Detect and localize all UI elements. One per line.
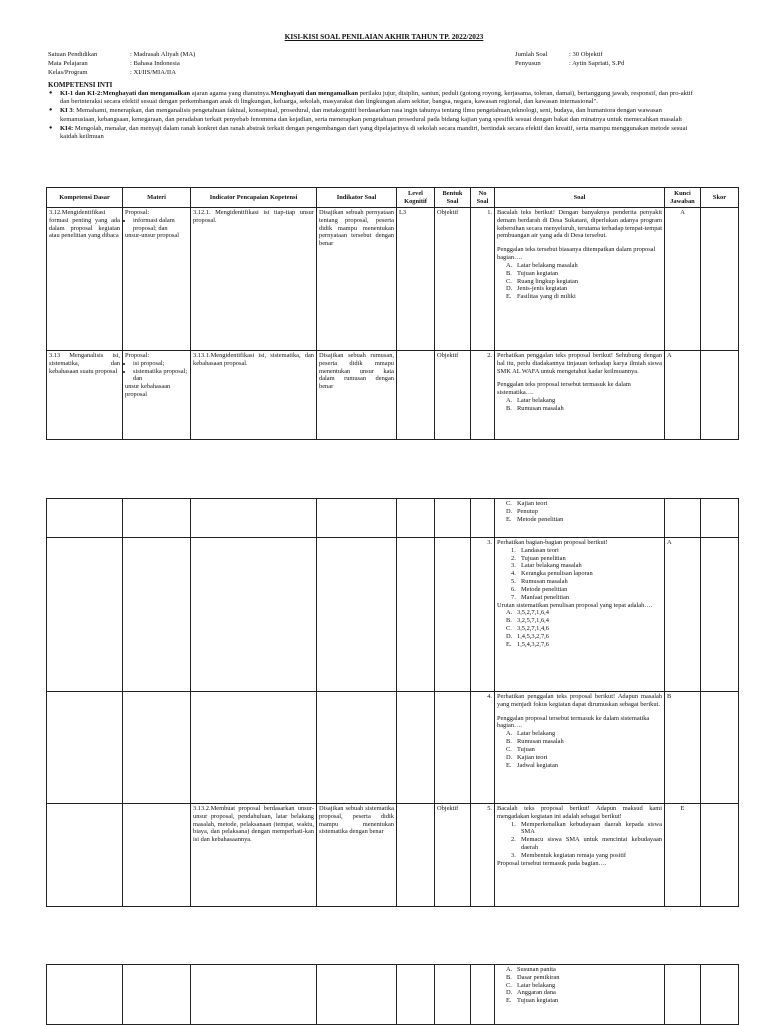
option-list xyxy=(497,609,662,648)
option-item xyxy=(506,404,662,413)
level-cell xyxy=(397,692,435,804)
table-row xyxy=(47,499,739,538)
kd-cell: 3.13 Menganalisis isi, sistematika, dan kebahasaan suatu proposal xyxy=(47,351,123,440)
ki-item xyxy=(48,125,693,141)
item-number: 3. xyxy=(511,851,516,859)
item-text: Latar belakang masalah xyxy=(521,562,582,570)
soal-stem: Bacalah teks proposal berikut! Adapun maksud kami mengadakan kegiatan ini adalah sebagai berikut! xyxy=(497,805,662,820)
option-letter: E. xyxy=(506,997,512,1005)
option-item xyxy=(506,745,662,754)
soal-question: Penggalan teks tersebut biasanya ditempatkan dalam proposal bagian…. xyxy=(497,246,656,262)
option-item xyxy=(506,507,662,516)
page-title: KISI-KISI SOAL PENILAIAN AKHIR TAHUN TP. 2022/2023 xyxy=(284,32,484,41)
table-row xyxy=(47,692,739,804)
level-cell xyxy=(397,965,435,1025)
option-item xyxy=(506,624,662,633)
option-letter: A. xyxy=(506,730,513,738)
soal-cell xyxy=(495,499,665,538)
option-text: 1,4,5,3,2,7,6 xyxy=(517,632,549,640)
option-letter: C. xyxy=(506,624,512,632)
bentuk-cell xyxy=(435,499,471,538)
meta-key: Satuan Pendidikan xyxy=(48,51,98,58)
option-letter: C. xyxy=(506,500,512,507)
materi-item: • isi proposal; xyxy=(133,360,188,368)
list-item xyxy=(511,593,662,602)
bentuk-cell xyxy=(435,692,471,804)
option-item xyxy=(506,617,662,625)
materi-list xyxy=(125,217,188,233)
option-text: 3,2,5,7,1,6,4 xyxy=(517,617,549,625)
bentuk-cell: Objektif xyxy=(435,208,471,351)
option-letter: E. xyxy=(506,293,512,301)
option-item xyxy=(506,632,662,641)
option-letter: D. xyxy=(506,285,513,293)
kd-cell xyxy=(47,804,123,907)
table-row xyxy=(47,351,739,440)
option-item xyxy=(506,500,662,508)
option-item xyxy=(506,761,662,770)
header-level: Level Kognitif xyxy=(397,188,435,208)
item-number: 4. xyxy=(511,570,516,578)
option-letter: B. xyxy=(506,404,512,412)
kd-cell xyxy=(47,538,123,692)
option-list xyxy=(497,500,662,523)
item-text: Landasan teori xyxy=(521,546,559,554)
kunci-cell: A xyxy=(665,538,701,692)
option-letter: B. xyxy=(506,738,512,746)
kunci-cell: E xyxy=(665,804,701,907)
materi-intro: Proposal: xyxy=(125,209,150,216)
level-cell: L3 xyxy=(397,208,435,351)
level-cell xyxy=(397,804,435,907)
bentuk-cell: Objektif xyxy=(435,351,471,440)
option-letter: A. xyxy=(506,966,513,973)
table-row xyxy=(47,208,739,351)
meta-key: Kelas/Program xyxy=(48,69,88,76)
level-cell xyxy=(397,538,435,692)
ki-label: KI4: xyxy=(60,124,74,132)
item-text: Tujuan penelitian xyxy=(521,554,566,562)
option-letter: B. xyxy=(506,617,512,625)
option-list xyxy=(497,262,662,301)
header-materi: Materi xyxy=(123,188,191,208)
item-text: Kerangka penulisan laporan xyxy=(521,570,593,578)
header-skor: Skor xyxy=(701,188,739,208)
item-text: Memperkenalkan kebudayaan daerah kepada siswa SMA xyxy=(521,820,662,836)
option-text: 3,5,2,7,1,6,4 xyxy=(517,609,549,617)
header-bentuk: Bentuk Soal xyxy=(435,188,471,208)
option-text: Ruang lingkup kegiatan xyxy=(517,277,579,285)
kd-cell xyxy=(47,499,123,538)
option-text: Anggaran dana xyxy=(517,989,556,997)
option-text: Latar belakang xyxy=(517,730,556,738)
option-letter: A. xyxy=(506,609,513,617)
materi-item: • sistematika proposal; dan xyxy=(133,368,188,384)
ki-bold: Menghayati dan mengamalkan xyxy=(270,90,358,97)
option-item xyxy=(506,609,662,617)
list-item xyxy=(511,836,662,852)
option-text: Rumusan masalah xyxy=(517,404,564,412)
soal-question: Proposal tersebut termasuk pada bagian…. xyxy=(497,859,607,867)
item-list xyxy=(497,547,662,602)
option-letter: B. xyxy=(506,269,512,277)
option-item xyxy=(506,973,662,982)
item-number: 2. xyxy=(511,554,516,562)
ki-text: Mengolah, menalar, dan menyaji dalam ranah konkret dan ranah abstrak terkait dengan pengembangan dari yang dipelajarinya di sekolah secara mandiri, bertindak secara efektif dan kreatif, serta mampu menggunakan metode sesuai kaidah keilmuan xyxy=(60,124,688,141)
ipk-cell xyxy=(191,499,317,538)
header-ipk: Indicator Pencapaian Kopetensi xyxy=(191,188,317,208)
no-cell: 4. xyxy=(471,692,495,804)
item-number: 1. xyxy=(511,820,516,828)
ki-item xyxy=(48,107,693,123)
soal-question: Urutan sistematikan penulisan proposal yang tepat adalah…. xyxy=(497,601,653,609)
ki-label: KI 3 xyxy=(60,107,73,115)
indikator-cell xyxy=(317,499,397,538)
ipk-cell xyxy=(191,692,317,804)
option-letter: E. xyxy=(506,515,512,523)
option-text: Jadwal kegiatan xyxy=(517,761,558,769)
materi-cell xyxy=(123,351,191,440)
option-item xyxy=(506,515,662,524)
option-item xyxy=(506,285,662,293)
option-text: Tujuan kegiatan xyxy=(517,269,559,277)
header-no: No Soal xyxy=(471,188,495,208)
option-text: Rumusan masalah xyxy=(517,738,564,746)
meta-key: Jumlah Soal xyxy=(515,51,548,58)
item-list xyxy=(497,821,662,860)
meta-row xyxy=(515,60,624,69)
soal-cell xyxy=(495,965,665,1025)
item-text: Membentuk kegiatan remaja yang positif xyxy=(521,851,627,859)
option-letter: E. xyxy=(506,640,512,648)
option-letter: A. xyxy=(506,261,513,269)
indikator-cell xyxy=(317,538,397,692)
skor-cell xyxy=(701,692,739,804)
materi-cell xyxy=(123,965,191,1025)
meta-row xyxy=(515,51,624,60)
meta-row xyxy=(48,60,195,69)
option-item xyxy=(506,730,662,738)
kunci-cell: A xyxy=(665,208,701,351)
kunci-cell xyxy=(665,965,701,1025)
option-text: Latar belakang xyxy=(517,981,556,989)
materi-tail: unsur kebahasaan proposal xyxy=(125,383,171,399)
option-item xyxy=(506,269,662,278)
option-item xyxy=(506,261,662,270)
option-text: Susunan panita xyxy=(517,966,556,973)
option-text: Fasilitas yang di miliki xyxy=(517,293,576,301)
meta-value: : Bahasa Indonesia xyxy=(130,60,180,67)
soal-cell xyxy=(495,208,665,351)
option-text: Tujuan xyxy=(517,745,535,753)
item-text: Rumusan masalah xyxy=(521,578,568,586)
item-number: 1. xyxy=(511,546,516,554)
soal-stem: Perhatikan penggalan teks proposal berikut! Sehubung dengan hal itu, perlu diadakannya tinjauan terhadap karya ilmiah siswa SMK AL WAFA untuk mengetahui kadar keilmuannya. xyxy=(497,352,662,375)
ki-item xyxy=(48,90,693,106)
option-letter: D. xyxy=(506,507,513,515)
list-item xyxy=(511,851,662,860)
soal-cell xyxy=(495,804,665,907)
soal-cell xyxy=(495,351,665,440)
indikator-cell: Disajikan sebuah sistematika proposal, peserta didik mampu menentukan sistematika dengan benar xyxy=(317,804,397,907)
option-item xyxy=(506,397,662,405)
option-text: Latar belakang xyxy=(517,397,556,405)
meta-right xyxy=(515,51,624,69)
list-item xyxy=(511,820,662,837)
indikator-cell: Disajikan sebuah pernyataan tentang proposal, peserta didik mampu menentukan pernyataan tersebut dengan benar xyxy=(317,208,397,351)
item-number: 5. xyxy=(511,578,516,586)
option-item xyxy=(506,293,662,301)
soal-question: Penggalan teks proposal tersebut termasuk ke dalam sistematika…. xyxy=(497,381,631,397)
materi-intro: Proposal: xyxy=(125,352,150,359)
skor-cell xyxy=(701,351,739,440)
kunci-cell xyxy=(665,499,701,538)
option-list xyxy=(497,730,662,769)
header-kunci: Kunci Jawaban xyxy=(665,188,701,208)
header-indikator: Indikator Soal xyxy=(317,188,397,208)
materi-cell xyxy=(123,804,191,907)
list-item xyxy=(511,578,662,586)
option-letter: E. xyxy=(506,761,512,769)
kisi-table-part-2 xyxy=(46,498,739,907)
ki-text: : Memahami, menerapkan, dan menganalisis pengetahuan faktual, konseptual, prosedural, dan metakognitif berdasarkan rasa ingin tahunya tentang ilmu pengetahuan,teknologi, seni, budaya, dan humaniora dengan wawasan kemanusiaan, kebangsaan, kenegaraan, dan peradaban terkait penyebab fenomena dan kejadian, serta menerapkan pengetahuan prosedural pada bidang kajian yang spesifik sesuai dengan bakat dan minatnya untuk memecahkan masalah xyxy=(60,107,682,123)
kunci-cell: B xyxy=(665,692,701,804)
table-row xyxy=(47,804,739,907)
ki-label: KI-1 dan KI-2: xyxy=(60,90,103,97)
no-cell: 3. xyxy=(471,538,495,692)
indikator-cell: Disajikan sebuah rumusan, peserta didik mmapu menentukan unsur kata dalam rumusan dengan benar xyxy=(317,351,397,440)
materi-list xyxy=(125,360,188,383)
option-text: Tujuan kegiatan xyxy=(517,997,559,1005)
option-item xyxy=(506,989,662,997)
ki-heading: KOMPETENSI INTI xyxy=(48,81,113,89)
skor-cell xyxy=(701,499,739,538)
option-letter: D. xyxy=(506,632,513,640)
option-letter: D. xyxy=(506,753,513,761)
item-text: Manfaat penelitian xyxy=(521,593,570,601)
list-item xyxy=(511,546,662,555)
no-cell: 1. xyxy=(471,208,495,351)
option-text: 1,5,4,3,2,7,6 xyxy=(517,640,549,648)
ipk-cell: 3.12.1. Mengidentifikasi isi tiap-tiap unsur proposal. xyxy=(191,208,317,351)
item-number: 2. xyxy=(511,836,516,844)
option-letter: C. xyxy=(506,981,512,989)
option-letter: B. xyxy=(506,973,512,981)
soal-stem: Bacalah teks berikut! Dengan banyaknya penderita penyakit demam berdarah di Desa Sukatani, diperlukan adanya program kebersihan secara menyeluruh, terutama terhadap tempat-tempat pembuangan air yang ada di Desa tersebut. xyxy=(497,209,663,240)
bentuk-cell: Objektif xyxy=(435,804,471,907)
option-item xyxy=(506,966,662,974)
ki-text: ajaran agama yang dianutnya. xyxy=(190,90,271,97)
option-item xyxy=(506,981,662,990)
ipk-cell xyxy=(191,965,317,1025)
item-number: 7. xyxy=(511,593,516,601)
option-text: Kajian teori xyxy=(517,753,548,761)
meta-row xyxy=(48,51,195,60)
option-item xyxy=(506,640,662,649)
ki-list xyxy=(48,90,693,142)
ki-bold: Menghayati dan mengamalkan xyxy=(102,90,191,97)
option-letter: A. xyxy=(506,397,513,405)
kisi-table-part-3 xyxy=(46,964,739,1025)
bentuk-cell xyxy=(435,538,471,692)
option-text: Kajian teori xyxy=(517,500,548,507)
option-item xyxy=(506,277,662,286)
option-list xyxy=(497,397,662,413)
soal-cell xyxy=(495,538,665,692)
header-kd: Kompetensi Dasar xyxy=(47,188,123,208)
indikator-cell xyxy=(317,965,397,1025)
soal-stem: Perhatikan bagian-bagian proposal berikut! xyxy=(497,539,608,546)
no-cell: 5. xyxy=(471,804,495,907)
materi-item: • informasi dalam proposal; dan xyxy=(133,217,188,233)
meta-row xyxy=(48,69,195,78)
kd-cell xyxy=(47,692,123,804)
option-item xyxy=(506,738,662,746)
ipk-cell: 3.13.2.Membuat proposal berdasarkan unsur-unsur proposal, pendahuluan, latar belakang masalah, metode, pelaksanaan (tempat, waktu, biaya, dan pelaksana) dengan memperhati-kan isi dan kebahasaannya. xyxy=(191,804,317,907)
header-soal: Soal xyxy=(495,188,665,208)
kd-cell xyxy=(47,965,123,1025)
option-list xyxy=(497,966,662,1005)
option-text: Penutup xyxy=(517,507,538,515)
option-item xyxy=(506,753,662,762)
ipk-cell xyxy=(191,538,317,692)
item-number: 3. xyxy=(511,562,516,570)
meta-value: : XI/IIS/MIA/IIA xyxy=(130,69,176,76)
table-row xyxy=(47,965,739,1025)
no-cell xyxy=(471,499,495,538)
meta-key: Penyusun xyxy=(515,60,541,67)
skor-cell xyxy=(701,804,739,907)
meta-value: : Aytin Sapriati, S.Pd xyxy=(569,60,625,67)
meta-value: : Madrasah Aliyah (MA) xyxy=(130,51,196,58)
materi-cell xyxy=(123,538,191,692)
option-letter: C. xyxy=(506,745,512,753)
ipk-cell: 3.13.1.Mengidentifikasi isi, sistematika, dan kebahasaan proposal. xyxy=(191,351,317,440)
list-item xyxy=(511,570,662,578)
meta-left xyxy=(48,51,195,78)
option-letter: D. xyxy=(506,989,513,997)
table-row xyxy=(47,538,739,692)
option-text: Dasar pemikiran xyxy=(517,973,560,981)
option-text: Jenis-jenis kegiatan xyxy=(517,285,568,293)
bentuk-cell xyxy=(435,965,471,1025)
indikator-cell xyxy=(317,692,397,804)
level-cell xyxy=(397,351,435,440)
kunci-cell: A xyxy=(665,351,701,440)
list-item xyxy=(511,554,662,563)
materi-cell xyxy=(123,692,191,804)
no-cell xyxy=(471,965,495,1025)
meta-value: : 30 Objektif xyxy=(569,51,603,58)
materi-tail: unsur-unsur proposal xyxy=(125,232,180,240)
soal-question: Penggalan proposal tersebut termasuk ke dalam sistematika bagian…. xyxy=(497,714,650,730)
option-text: Metode penelitian xyxy=(517,515,564,523)
skor-cell xyxy=(701,208,739,351)
list-item xyxy=(511,562,662,570)
kd-cell: 3.12.Mengidentifikasi formasi penting yang ada dalam proposal kegiatan atau penelitian yang dibaca xyxy=(47,208,123,351)
item-text: Memacu siswa SMA untuk mencintai kebudayaan daerah xyxy=(521,836,662,852)
option-text: 3,5,2,7,1,4,6 xyxy=(517,624,549,632)
option-item xyxy=(506,997,662,1005)
meta-key: Mata Pelajaran xyxy=(48,60,88,67)
option-text: Latar belakang masalah xyxy=(517,261,578,269)
materi-cell xyxy=(123,499,191,538)
skor-cell xyxy=(701,538,739,692)
item-number: 6. xyxy=(511,585,516,593)
materi-cell xyxy=(123,208,191,351)
kisi-table-part-1 xyxy=(46,187,739,440)
item-text: Metode penelitian xyxy=(521,585,568,593)
skor-cell xyxy=(701,965,739,1025)
level-cell xyxy=(397,499,435,538)
option-letter: C. xyxy=(506,277,512,285)
list-item xyxy=(511,585,662,594)
soal-cell xyxy=(495,692,665,804)
soal-stem: Perhatikan penggalan teks proposal berikut! Adapun masalah yang menjadi fokus kegiatan dapat dirumuskan sebagai berikut. xyxy=(497,693,662,708)
header-row xyxy=(47,188,739,208)
ki-text: perilaku jujur, disiplin, santun, peduli (gotong royong, kerjasama, toleran, damai), bertanggung jawab, responsif, dan pro-aktif dan berinteraksi secara efektif sesuai dengan perkembangan anak di lingkungan, keluarga, sekolah, masyarakat dan lingkungan alam sekitar, bangsa, negara, kawasan regional, dan kawasan internasional". xyxy=(60,90,693,106)
no-cell: 2. xyxy=(471,351,495,440)
